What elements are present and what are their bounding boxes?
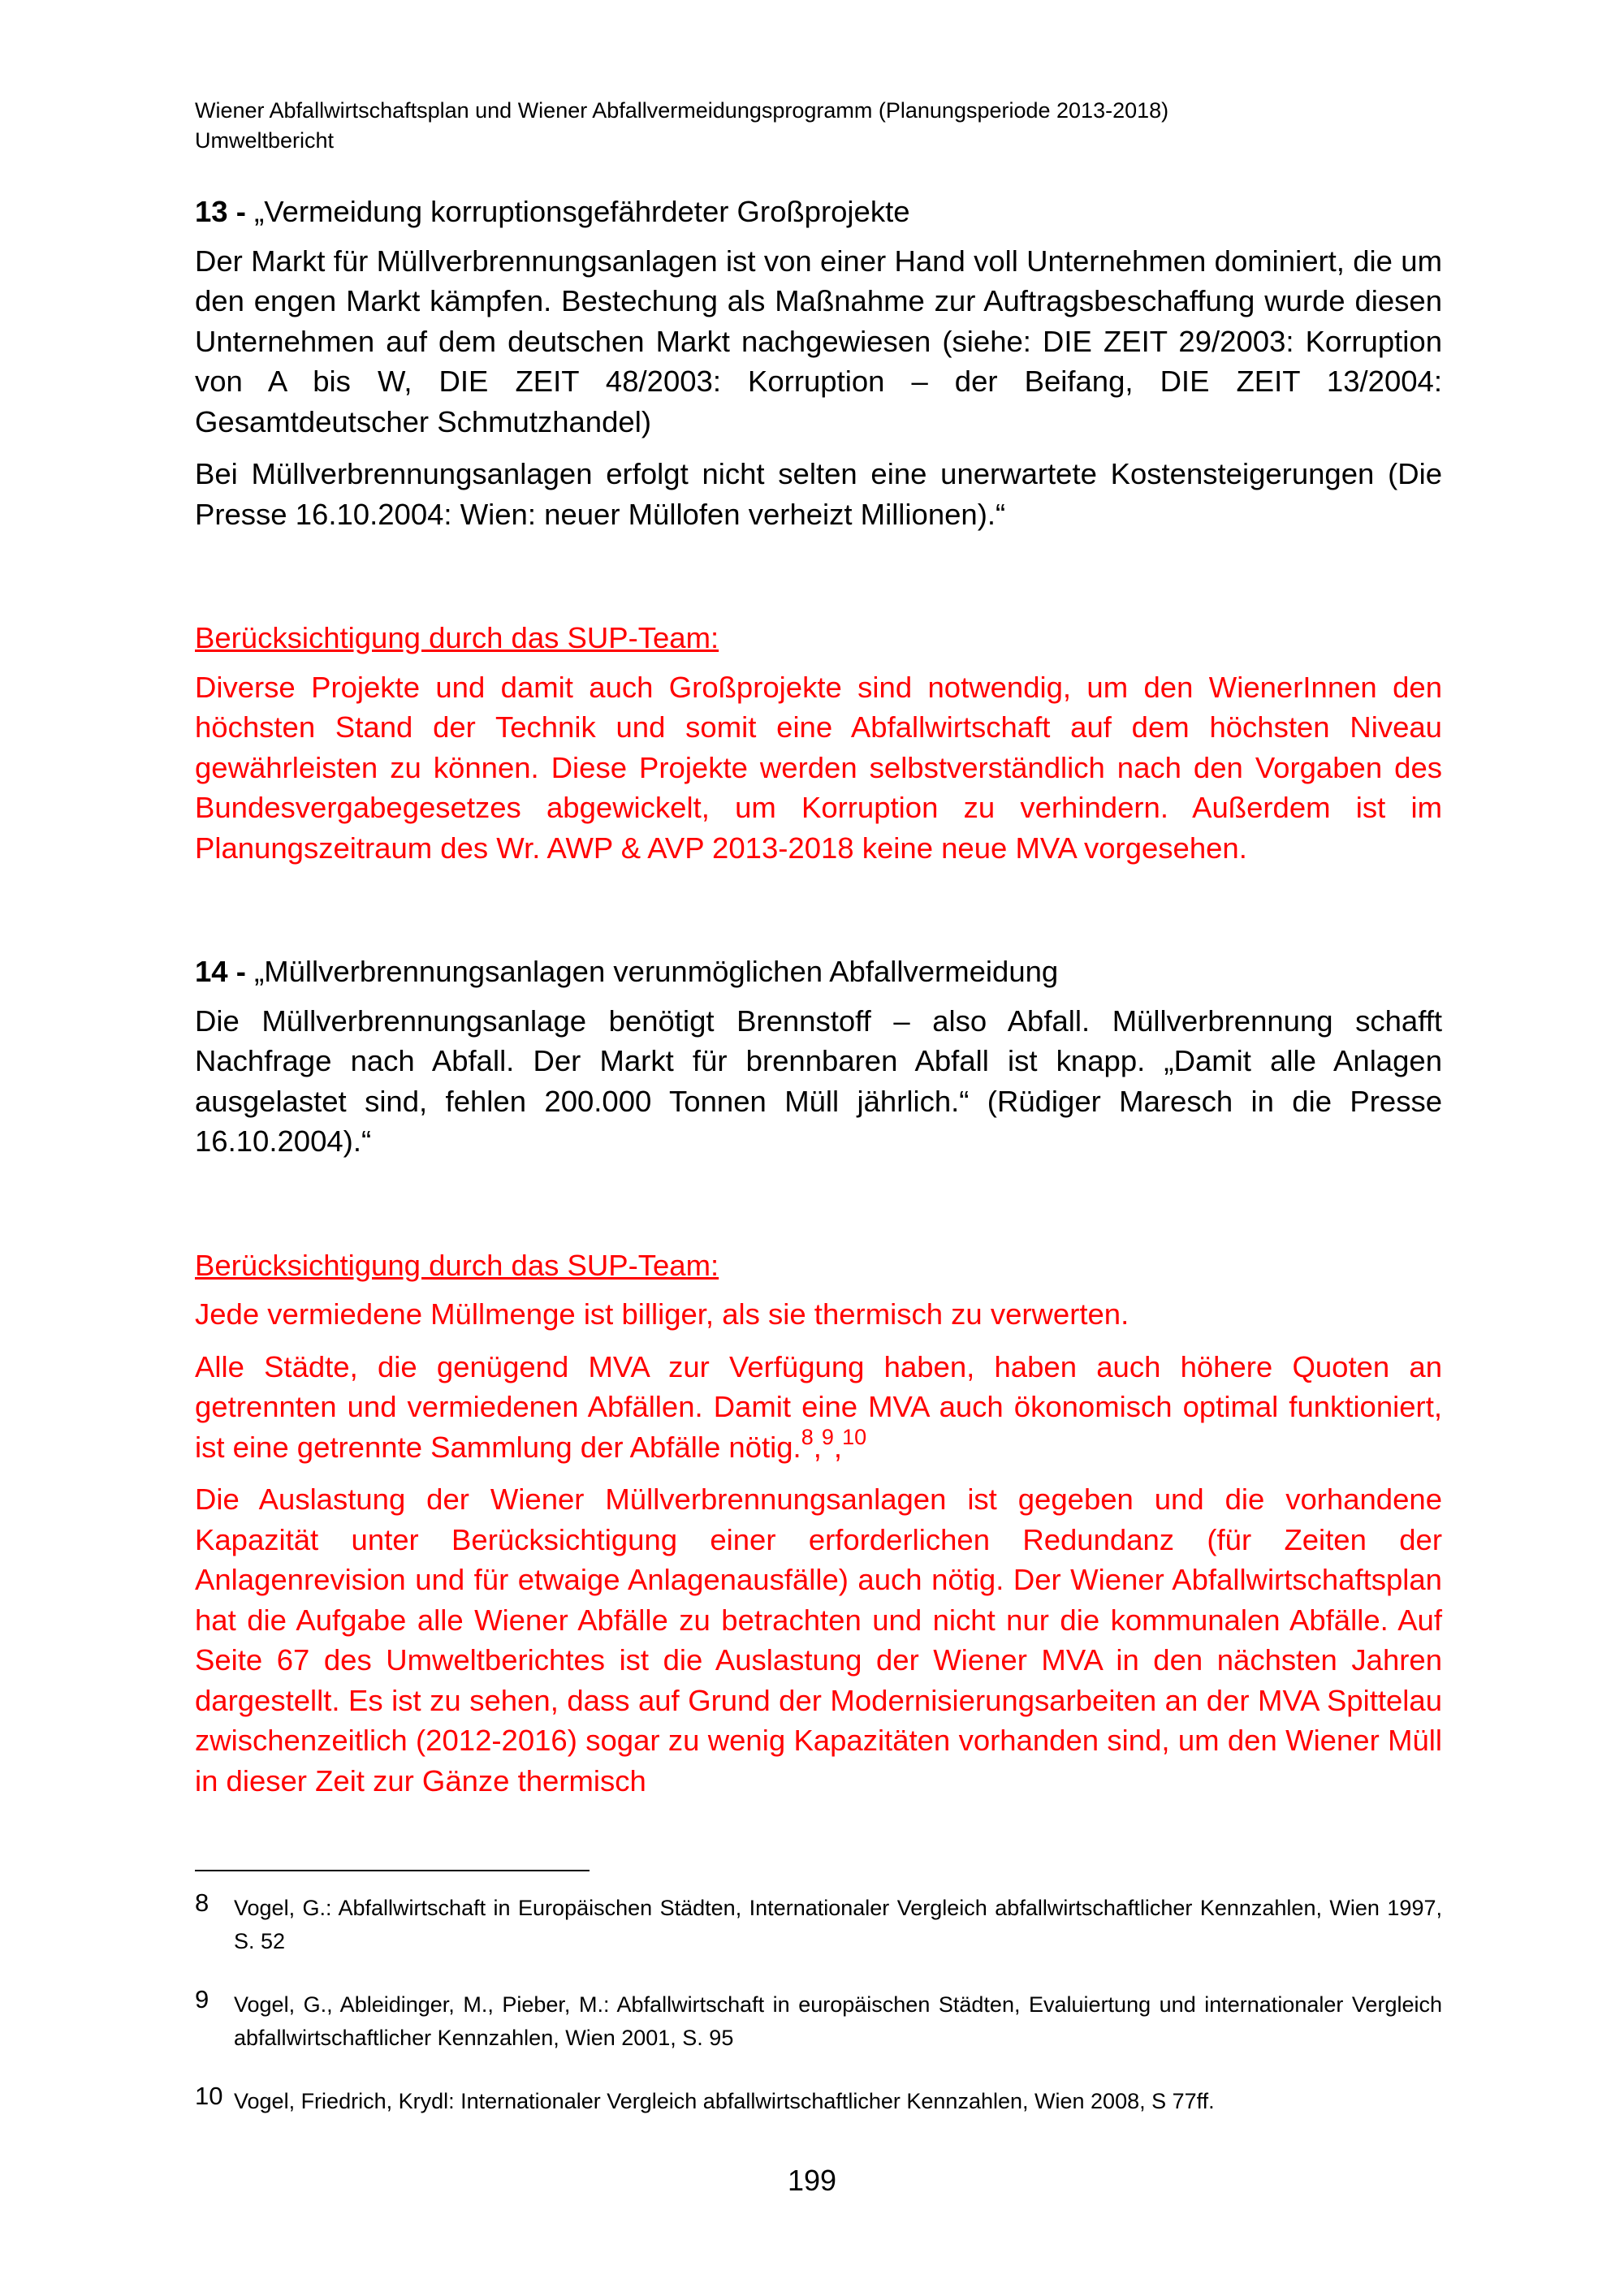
footnote-number: 10 — [195, 2082, 223, 2110]
footnote-ref-10[interactable]: 10 — [842, 1425, 867, 1450]
page-header — [195, 96, 1445, 156]
footnote-text: Vogel, Friedrich, Krydl: Internationaler Vergleich abfallwirtschaftlicher Kennzahlen, Wien 2008, S 77ff. — [234, 2089, 1215, 2113]
section-14-response-heading: Berücksichtigung durch das SUP-Team: — [195, 1248, 719, 1282]
page-number: 199 — [787, 2164, 837, 2197]
section-14-response-1: Jede vermiedene Müllmenge ist billiger, als sie thermisch zu verwerten. — [195, 1297, 1129, 1331]
header-subtitle: Umweltbericht — [195, 128, 335, 153]
section-13-title: „Vermeidung korruptionsgefährdeter Großprojekte — [254, 195, 910, 228]
section-13-paragraph-1: Der Markt für Müllverbrennungsanlagen ist von einer Hand voll Unternehmen dominiert, die um den engen Markt kämpfen. Bestechung als Maßnahme zur Auftragsbeschaffung wurde diesen Unternehmen auf dem deutschen Markt nachgewiesen (siehe: DIE ZEIT 29/2003: Korruption von A bis W, DIE ZEIT 48/2003: Korruption – der Beifang, DIE ZEIT 13/2004: Gesamtdeutscher Schmutzhandel) — [195, 244, 1442, 438]
section-13-number: 13 - — [195, 195, 246, 228]
section-13-response: Diverse Projekte und damit auch Großprojekte sind notwendig, um den WienerInnen den höchsten Stand der Technik und somit eine Abfallwirtschaft auf dem höchsten Niveau gewährleisten zu können. Diese Projekte werden selbstverständlich nach den Vorgaben des Bundesvergabegesetzes abgewickelt, um Korruption zu verhindern. Außerdem ist im Planungszeitraum des Wr. AWP & AVP 2013-2018 keine neue MVA vorgesehen. — [195, 670, 1442, 865]
footnote-number: 9 — [195, 1985, 209, 2013]
footnote-10 — [195, 2082, 1442, 2118]
header-title: Wiener Abfallwirtschaftsplan und Wiener Abfallvermeidungsprogramm (Planungsperiode 2013-2018) — [195, 98, 1169, 123]
section-14-response-2: Alle Städte, die genügend MVA zur Verfügung haben, haben auch höhere Quoten an getrennten und vermiedenen Abfällen. Damit eine MVA auch ökonomisch optimal funktioniert, ist eine getrennte Sammlung der Abfälle nötig.$^8$,$^9$,$^{10}$ — [195, 1349, 1442, 1464]
footnote-separator — [195, 1870, 590, 1871]
section-13-paragraph-2: Bei Müllverbrennungsanlagen erfolgt nicht selten eine unerwartete Kostensteigerungen (Die Presse 16.10.2004: Wien: neuer Müllofen verheizt Millionen).“ — [195, 457, 1442, 531]
section-14-paragraph: Die Müllverbrennungsanlage benötigt Brennstoff – also Abfall. Müllverbrennung schafft Nachfrage nach Abfall. Der Markt für brennbaren Abfall ist knapp. „Damit alle Anlagen ausgelastet sind, fehlen 200.000 Tonnen Müll jährlich.“ (Rüdiger Maresch in die Presse 16.10.2004).“ — [195, 1003, 1442, 1158]
section-14-heading — [195, 952, 1442, 992]
section-14-response-2-text: Alle Städte, die genügend MVA zur Verfügung haben, haben auch höhere Quoten an getrennten und vermiedenen Abfällen. Damit eine MVA auch ökonomisch optimal funktioniert, ist eine getrennte Sammlung der Abfälle nötig. — [195, 1349, 1442, 1464]
footnote-number: 8 — [195, 1888, 209, 1917]
footnote-ref-9[interactable]: 9 — [821, 1425, 834, 1450]
footnotes — [195, 1888, 1442, 2118]
section-14-response-3: Die Auslastung der Wiener Müllverbrennungsanlagen ist gegeben und die vorhandene Kapazität unter Berücksichtigung einer erforderlichen Redundanz (für Zeiten der Anlagenrevision und für etwaige Anlagenausfälle) auch nötig. Der Wiener Abfallwirtschaftsplan hat die Aufgabe alle Wiener Abfälle zu betrachten und nicht nur die kommunalen Abfälle. Auf Seite 67 des Umweltberichtes ist die Auslastung der Wiener MVA in den nächsten Jahren dargestellt. Es ist zu sehen, dass auf Grund der Modernisierungsarbeiten an der MVA Spittelau zwischenzeitlich (2012-2016) sogar zu wenig Kapazitäten vorhanden sind, um den Wiener Müll in dieser Zeit zur Gänze thermisch — [195, 1482, 1442, 1798]
section-13-heading — [195, 192, 1442, 232]
footnote-8 — [195, 1888, 1442, 1958]
footnote-text: Vogel, G.: Abfallwirtschaft in Europäischen Städten, Internationaler Vergleich abfallwirtschaftlicher Kennzahlen, Wien 1997, S. 52 — [234, 1896, 1442, 1953]
footnote-ref-8[interactable]: 8 — [801, 1425, 814, 1450]
section-14-number: 14 - — [195, 955, 246, 988]
section-13-response-heading: Berücksichtigung durch das SUP-Team: — [195, 621, 719, 654]
footnote-9 — [195, 1985, 1442, 2055]
footnote-text: Vogel, G., Ableidinger, M., Pieber, M.: Abfallwirtschaft in europäischen Städten, Evaluiertung und internationaler Vergleich abfallwirtschaftlicher Kennzahlen, Wien 2001, S. 95 — [234, 1992, 1442, 2050]
main-content — [195, 192, 1442, 1801]
section-14-title: „Müllverbrennungsanlagen verunmöglichen Abfallvermeidung — [254, 955, 1059, 988]
